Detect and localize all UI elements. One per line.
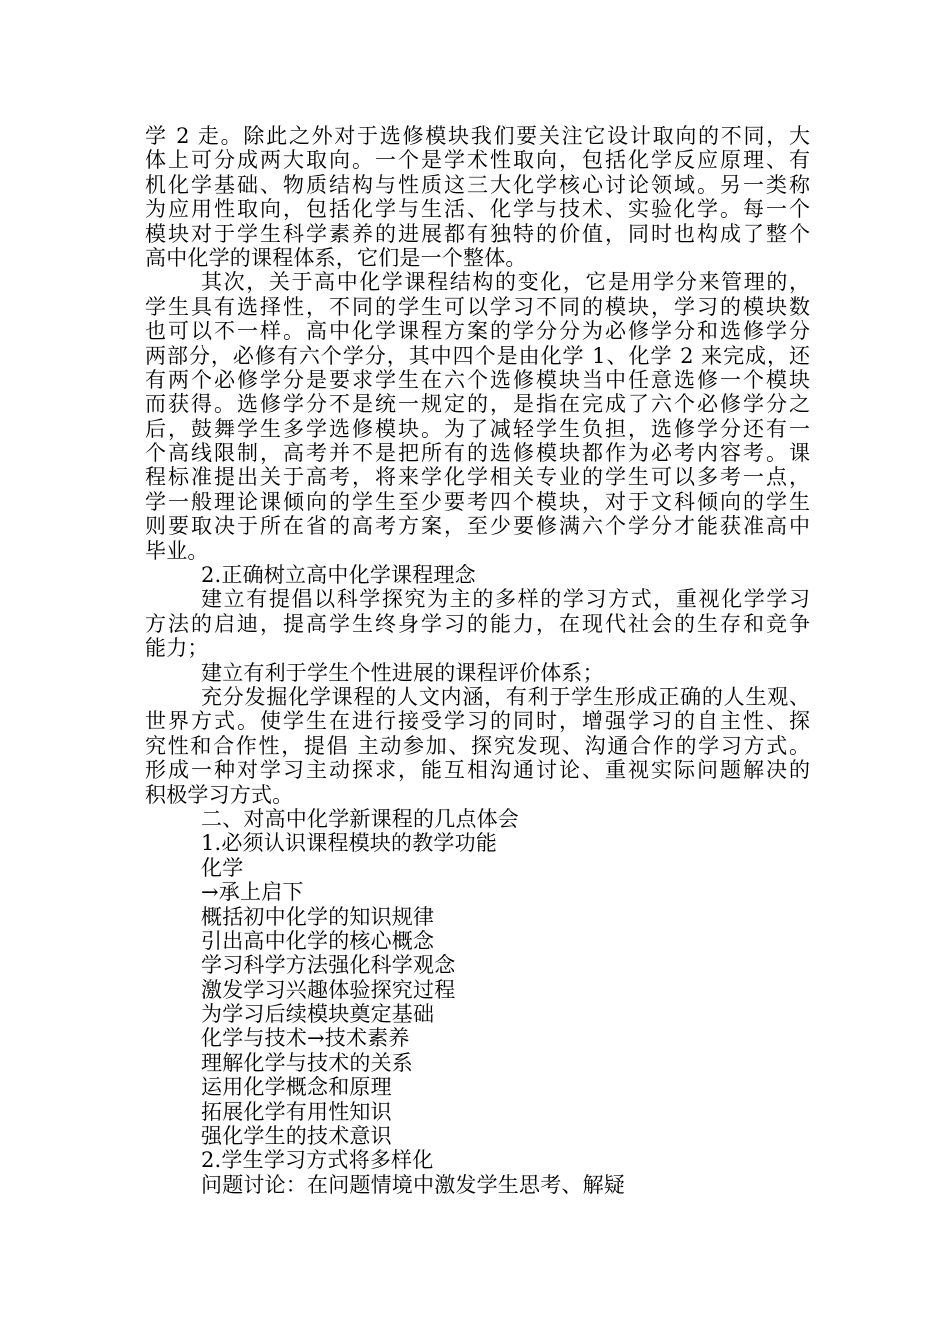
list-item: 引出高中化学的核心概念 — [201, 928, 435, 953]
text-line: 毕业。 — [145, 538, 209, 563]
paragraph-evaluation-system: 建立有利于学生个性进展的课程评价体系； — [201, 660, 604, 685]
list-item: 概括初中化学的知识规律 — [201, 904, 435, 929]
text-line: 有两个必修学分是要求学生在六个选修模块当中任意选修一个模块 — [145, 367, 810, 392]
list-item: 学习科学方法强化科学观念 — [201, 953, 456, 978]
paragraph-humanistic-content — [145, 685, 810, 807]
list-item: →承上启下 — [201, 880, 304, 905]
section-heading: 二、对高中化学新课程的几点体会 — [201, 806, 519, 831]
text-line: 为应用性取向，包括化学与生活、化学与技术、实验化学。每一个 — [145, 197, 810, 222]
text-line: 后，鼓舞学生多学选修模块。为了减轻学生负担，选修学分还有一 — [145, 416, 810, 441]
text-line: 学一般理论课倾向的学生至少要考四个模块，对于文科倾向的学生 — [145, 489, 810, 514]
text-line: 体上可分成两大取向。一个是学术性取向，包括化学反应原理、有 — [145, 148, 810, 173]
text-line: 两部分，必修有六个学分，其中四个是由化学 1、化学 2 来完成，还 — [145, 343, 810, 368]
text-line: 形成一种对学习主动探求，能互相沟通讨论、重视实际问题解决的 — [145, 758, 810, 783]
text-line: 学生具有选择性，不同的学生可以学习不同的模块，学习的模块数 — [145, 294, 810, 319]
heading-course-philosophy: 2.正确树立高中化学课程理念 — [201, 563, 476, 588]
text-line: 则要取决于所在省的高考方案，至少要修满六个学分才能获准高中 — [145, 514, 810, 539]
text-line: 高中化学的课程体系，它们是一个整体。 — [145, 245, 527, 270]
text-line: 其次，关于高中化学课程结构的变化，它是用学分来管理的， — [201, 270, 810, 295]
text-line: 积极学习方式。 — [145, 782, 294, 807]
text-line: 究性和合作性，提倡 主动参加、探究发现、沟通合作的学习方式。 — [145, 733, 810, 758]
heading-module-function: 1.必须认识课程模块的教学功能 — [201, 831, 498, 856]
list-item: 强化学生的技术意识 — [201, 1124, 392, 1149]
text-line: 也可以不一样。高中化学课程方案的学分分为必修学分和选修学分 — [145, 319, 810, 344]
module-function-list — [145, 856, 810, 1149]
paragraph-course-modules — [145, 124, 810, 270]
text-line: 充分发掘化学课程的人文内涵，有利于学生形成正确的人生观、 — [201, 684, 810, 709]
text-line: 程标准提出关于高考，将来学化学相关专业的学生可以多考一点， — [145, 465, 810, 490]
text-line: 机化学基础、物质结构与性质这三大化学核心讨论领域。另一类称 — [145, 172, 810, 197]
list-item: 运用化学概念和原理 — [201, 1075, 392, 1100]
text-line: 世界方式。使学生在进行接受学习的同时，增强学习的自主性、探 — [145, 709, 810, 734]
list-item: 化学与技术→技术素养 — [201, 1026, 410, 1051]
list-item: 理解化学与技术的关系 — [201, 1050, 413, 1075]
methods-line: 问题讨论：在问题情境中激发学生思考、解疑 — [201, 1172, 625, 1197]
text-line: 个高线限制，高考并不是把所有的选修模块都作为必考内容考。课 — [145, 441, 810, 466]
text-line: 而获得。选修学分不是统一规定的，是指在完成了六个必修学分之 — [145, 392, 810, 417]
list-item: 化学 — [201, 855, 244, 880]
paragraph-credit-structure — [145, 270, 810, 563]
document-page — [145, 124, 810, 1197]
heading-learning-diversity: 2.学生学习方式将多样化 — [201, 1148, 434, 1173]
text-line: 模块对于学生科学素养的进展都有独特的价值，同时也构成了整个 — [145, 221, 810, 246]
text-line: 能力； — [145, 636, 209, 661]
list-item: 激发学习兴趣体验探究过程 — [201, 977, 456, 1002]
text-line: 建立有提倡以科学探究为主的多样的学习方式，重视化学学习 — [201, 587, 810, 612]
list-item: 拓展化学有用性知识 — [201, 1099, 392, 1124]
list-item: 为学习后续模块奠定基础 — [201, 1002, 435, 1027]
text-line: 方法的启迪，提高学生终身学习的能力，在现代社会的生存和竞争 — [145, 611, 810, 636]
paragraph-learning-methods — [145, 587, 810, 660]
text-line: 学 2 走。除此之外对于选修模块我们要关注它设计取向的不同，大 — [145, 124, 810, 148]
